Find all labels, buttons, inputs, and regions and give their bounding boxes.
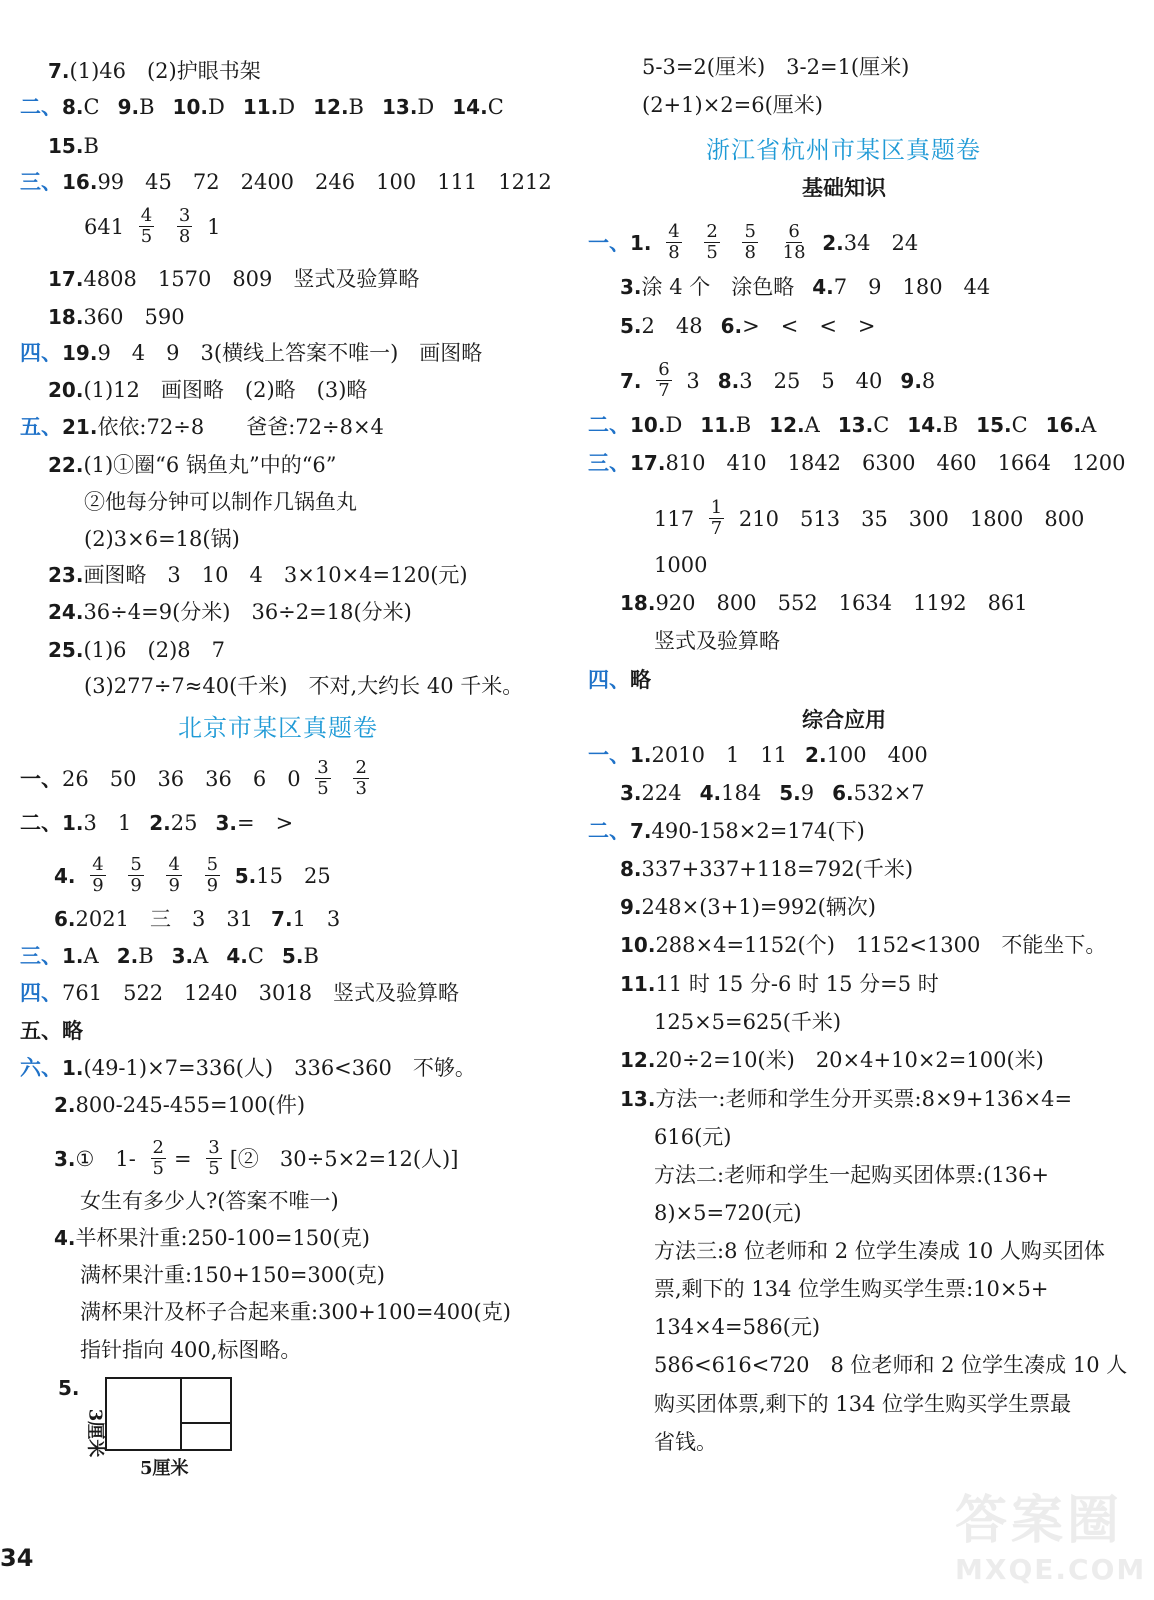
fraction: $\frac{3}{5}$	[208, 1137, 220, 1179]
answer-line: 8.337+337+118=792(千米)	[620, 857, 914, 881]
fraction: $\frac{6}{18}$	[782, 221, 806, 263]
answer-line: 二、7.490-158×2=174(下)	[588, 819, 865, 843]
answer-line: 25.(1)6 (2)8 7	[48, 638, 226, 662]
answer-line: 9.248×(3+1)=992(辆次)	[620, 895, 876, 919]
answer-line: 5-3=2(厘米) 3-2=1(厘米)	[642, 55, 910, 79]
fraction: $\frac{6}{7}$	[658, 359, 670, 401]
answer-line: 一、26 50 36 36 6 0 $\frac{3}{5}$ $\frac{2}{3}$	[20, 757, 367, 799]
answer-line: 3.① 1- $\frac{2}{5}$ = $\frac{3}{5}$ [② 30÷5×2=12(人)]	[54, 1137, 459, 1179]
answer-line: 女生有多少人?(答案不唯一)	[80, 1189, 339, 1213]
answer-line: 一、1. $\frac{4}{8}$ $\frac{2}{5}$ $\frac{5}{8}$ $\frac{6}{18}$ 2.34 24	[588, 221, 919, 263]
fraction: $\frac{2}{3}$	[355, 757, 367, 799]
answer-line: 22.(1)①圈“6 锅鱼丸”中的“6”	[48, 453, 337, 477]
fraction: $\frac{3}{5}$	[317, 757, 329, 799]
answer-line: 4.半杯果汁重:250-100=150(克)	[54, 1226, 370, 1250]
answer-line: 指针指向 400,标图略。	[80, 1338, 302, 1362]
fraction: $\frac{4}{9}$	[168, 854, 180, 896]
answer-line: 117 $\frac{1}{7}$ 210 513 35 300 1800 800	[654, 497, 1085, 539]
answer-line: 11.11 时 15 分-6 时 15 分=5 时	[620, 972, 939, 996]
answer-line: 二、8.C 9.B 10.D 11.D 12.B 13.D 14.C	[20, 95, 504, 119]
fraction: $\frac{2}{5}$	[706, 221, 718, 263]
fraction: $\frac{3}{8}$	[178, 205, 191, 247]
fraction: $\frac{5}{9}$	[206, 854, 219, 896]
fraction: $\frac{5}{9}$	[130, 854, 142, 896]
answer-line: 24.36÷4=9(分米) 36÷2=18(分米)	[48, 600, 412, 624]
answer-line: 竖式及验算略	[654, 629, 780, 653]
figure-bottom-label: 5厘米	[140, 1458, 189, 1479]
answer-line: 4. $\frac{4}{9}$ $\frac{5}{9}$ $\frac{4}{9}$ $\frac{5}{9}$ 5.15 25	[54, 854, 331, 896]
answer-line: 五、21.依依:72÷8 爸爸:72÷8×4	[20, 415, 384, 439]
answer-line: 616(元)	[654, 1125, 732, 1149]
answer-line: 满杯果汁重:150+150=300(克)	[80, 1263, 385, 1287]
answer-line: 满杯果汁及杯子合起来重:300+100=400(克)	[80, 1300, 511, 1324]
answer-line: 五、略	[20, 1019, 83, 1043]
answer-line: 17.4808 1570 809 竖式及验算略	[48, 267, 420, 291]
answer-line: 三、17.810 410 1842 6300 460 1664 1200	[588, 451, 1126, 475]
answer-line: 7.(1)46 (2)护眼书架	[48, 59, 261, 83]
answer-line: (2+1)×2=6(厘米)	[642, 93, 824, 117]
answer-line: 12.20÷2=10(米) 20×4+10×2=100(米)	[620, 1048, 1044, 1072]
answer-line: 6.2021 三 3 31 7.1 3	[54, 907, 341, 931]
answer-line: 方法二:老师和学生一起购买团体票:(136+	[654, 1163, 1050, 1187]
fraction: $\frac{2}{5}$	[152, 1137, 164, 1179]
answer-line: (2)3×6=18(锅)	[84, 527, 240, 551]
answer-line: 15.B	[48, 134, 99, 158]
answer-line: 8)×5=720(元)	[654, 1201, 802, 1225]
answer-line: 2.800-245-455=100(件)	[54, 1093, 306, 1117]
answer-line: 三、1.A 2.B 3.A 4.C 5.B	[20, 944, 319, 968]
answer-line: 二、1.3 1 2.25 3.= >	[20, 811, 294, 835]
answer-line: 三、16.99 45 72 2400 246 100 111 1212	[20, 170, 552, 194]
fraction: $\frac{1}{7}$	[710, 497, 723, 539]
answer-line: 四、19.9 4 9 3(横线上答案不唯一) 画图略	[20, 341, 483, 365]
fraction: $\frac{4}{8}$	[668, 221, 680, 263]
fraction: $\frac{5}{8}$	[744, 221, 756, 263]
figure-side-label: 3厘米	[84, 1408, 106, 1458]
answer-line: 23.画图略 3 10 4 3×10×4=120(元)	[48, 563, 468, 587]
watermark-text: 答案圈	[955, 1491, 1124, 1551]
answer-line: 10.288×4=1152(个) 1152<1300 不能坐下。	[620, 933, 1107, 957]
answer-line: 5.2 48 6.> < < >	[620, 314, 876, 338]
section-title-hangzhou: 浙江省杭州市某区真题卷	[706, 136, 981, 164]
answer-line: 二、10.D 11.B 12.A 13.C 14.B 15.C 16.A	[588, 413, 1097, 437]
fraction: $\frac{4}{9}$	[92, 854, 104, 896]
answer-line: 134×4=586(元)	[654, 1315, 821, 1339]
section-title-beijing: 北京市某区真题卷	[178, 714, 378, 742]
watermark-logo	[955, 1478, 1145, 1593]
answer-line: 票,剩下的 134 位学生购买学生票:10×5+	[654, 1277, 1049, 1301]
watermark-url: MXQE.COM	[955, 1553, 1147, 1586]
page-number: 34	[0, 1544, 34, 1572]
subsection-application: 综合应用	[802, 707, 886, 732]
answer-line: 20.(1)12 画图略 (2)略 (3)略	[48, 378, 368, 402]
answer-line: 1000	[654, 553, 708, 577]
answer-line: (3)277÷7≈40(千米) 不对,大约长 40 千米。	[84, 674, 524, 698]
answer-line: 7. $\frac{6}{7}$ 3 8.3 25 5 40 9.8	[620, 359, 936, 401]
subsection-basic: 基础知识	[802, 175, 886, 200]
answer-line: 13.方法一:老师和学生分开买票:8×9+136×4=	[620, 1087, 1073, 1111]
answer-line: 641 $\frac{4}{5}$ $\frac{3}{8}$ 1	[84, 205, 221, 247]
fraction: $\frac{4}{5}$	[140, 205, 153, 247]
answer-line: 方法三:8 位老师和 2 位学生凑成 10 人购买团体	[654, 1239, 1105, 1263]
answer-line: 586<616<720 8 位老师和 2 位学生凑成 10 人	[654, 1353, 1128, 1377]
answer-line: 省钱。	[654, 1430, 717, 1454]
answer-line: 18.920 800 552 1634 1192 861	[620, 591, 1028, 615]
answer-line: ②他每分钟可以制作几锅鱼丸	[84, 490, 357, 514]
answer-line: 购买团体票,剩下的 134 位学生购买学生票最	[654, 1392, 1072, 1416]
answer-line: 3.涂 4 个 涂色略 4.7 9 180 44	[620, 275, 991, 299]
answer-line: 125×5=625(千米)	[654, 1010, 842, 1034]
answer-line: 六、1.(49-1)×7=336(人) 336<360 不够。	[20, 1056, 476, 1080]
answer-line: 四、略	[588, 668, 651, 692]
answer-line: 3.224 4.184 5.9 6.532×7	[620, 781, 925, 805]
answer-line: 四、761 522 1240 3018 竖式及验算略	[20, 981, 460, 1005]
answer-line: 18.360 590	[48, 305, 185, 329]
answer-line: 一、1.2010 1 11 2.100 400	[588, 743, 928, 767]
answer-line: 5.	[58, 1376, 80, 1400]
